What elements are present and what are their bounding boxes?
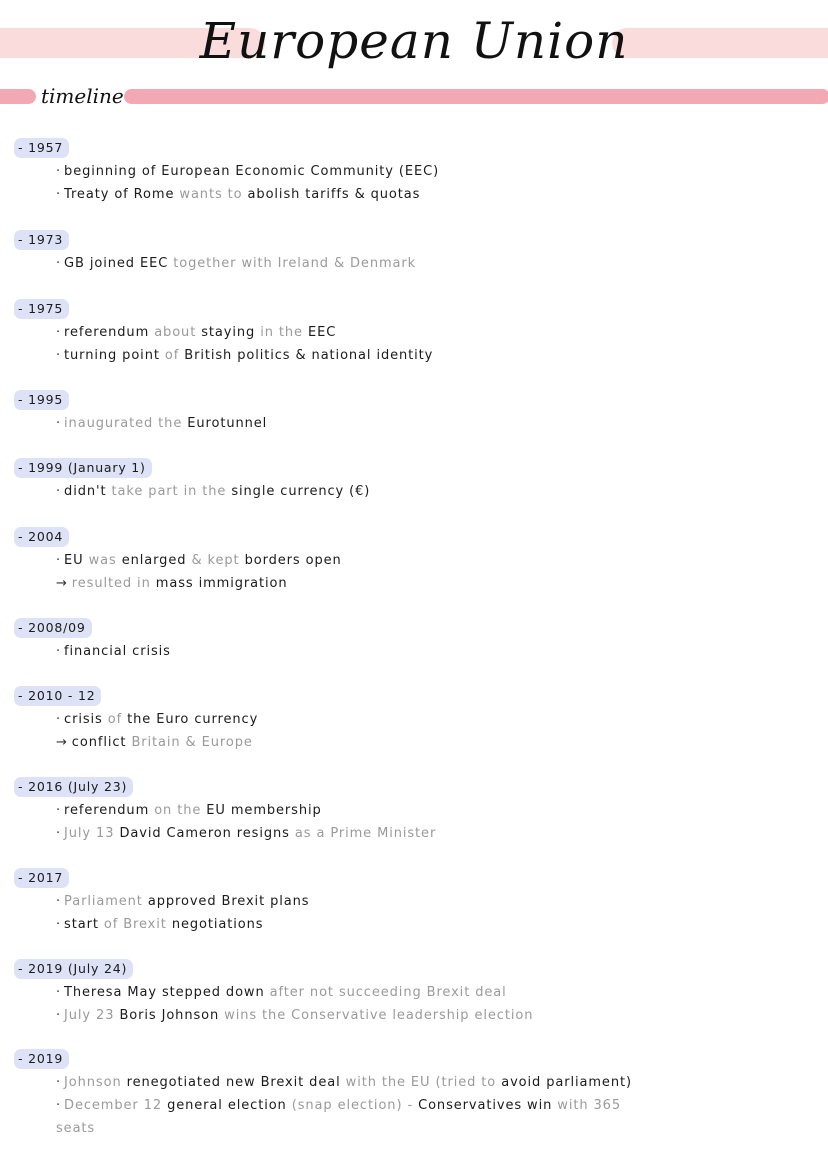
- bullet-icon: ·: [56, 894, 62, 909]
- event-text-emphasis: approved Brexit plans: [147, 894, 310, 909]
- event-line: [56, 823, 826, 845]
- year-badge: - 2017: [14, 868, 69, 888]
- event-text-emphasis: renegotiated new Brexit deal: [126, 1075, 341, 1090]
- event-text-emphasis: Treaty of Rome: [64, 187, 175, 202]
- event-text-muted: July 23: [64, 1008, 115, 1023]
- event-line: [56, 1118, 826, 1140]
- bullet-icon: ·: [56, 1075, 62, 1090]
- event-text-emphasis: EU: [64, 553, 84, 568]
- event-text-emphasis: Boris Johnson: [119, 1008, 220, 1023]
- event-text-muted: after not succeeding Brexit deal: [269, 985, 507, 1000]
- event-text-muted: as a Prime Minister: [294, 826, 437, 841]
- event-text-emphasis: avoid parliament): [501, 1075, 632, 1090]
- event-line: [56, 161, 826, 183]
- event-line: [56, 709, 826, 731]
- event-text-emphasis: referendum: [64, 325, 150, 340]
- event-line: [56, 550, 826, 572]
- event-line: [56, 982, 826, 1004]
- event-text-muted: inaugurated the: [64, 416, 183, 431]
- year-badge: - 2008/09: [14, 618, 92, 638]
- year-badge: - 2004: [14, 527, 69, 547]
- event-text-emphasis: negotiations: [171, 917, 264, 932]
- event-text-muted: take part in the: [111, 484, 227, 499]
- event-line: [56, 1005, 826, 1027]
- event-line: [56, 345, 826, 367]
- event-text-emphasis: mass immigration: [155, 576, 288, 591]
- event-text-muted: with the EU (tried to: [345, 1075, 497, 1090]
- event-text-emphasis: start: [64, 917, 99, 932]
- bullet-icon: ·: [56, 416, 62, 431]
- event-text-muted: seats: [56, 1121, 96, 1136]
- year-badge: - 1999 (January 1): [14, 458, 152, 478]
- event-line: [56, 891, 826, 913]
- event-text-muted: Parliament: [64, 894, 143, 909]
- bullet-icon: ·: [56, 1008, 62, 1023]
- bullet-icon: ·: [56, 256, 62, 271]
- event-text-emphasis: financial crisis: [64, 644, 171, 659]
- page-title: European Union: [199, 12, 629, 70]
- event-text-muted: wins the Conservative leadership election: [224, 1008, 534, 1023]
- event-text-muted: about: [154, 325, 197, 340]
- event-line: [56, 1072, 826, 1094]
- event-text-emphasis: David Cameron resigns: [119, 826, 290, 841]
- event-text-emphasis: general election: [167, 1098, 287, 1113]
- event-text-muted: in the: [260, 325, 303, 340]
- bullet-icon: ·: [56, 348, 62, 363]
- event-text-muted: (snap election) -: [291, 1098, 414, 1113]
- year-badge: - 1995: [14, 390, 69, 410]
- event-text-muted: Johnson: [64, 1075, 122, 1090]
- event-text-muted: of: [164, 348, 180, 363]
- bullet-icon: ·: [56, 1098, 62, 1113]
- event-text-emphasis: enlarged: [121, 553, 187, 568]
- event-text-muted: July 13: [64, 826, 115, 841]
- bullet-icon: ·: [56, 917, 62, 932]
- event-text-muted: Britain & Europe: [131, 735, 253, 750]
- event-text-emphasis: conflict: [71, 735, 127, 750]
- event-text-emphasis: Conservatives win: [418, 1098, 553, 1113]
- event-text-emphasis: didn't: [64, 484, 107, 499]
- bullet-icon: ·: [56, 985, 62, 1000]
- bullet-icon: ·: [56, 325, 62, 340]
- event-line: [56, 800, 826, 822]
- subtitle-highlight-right: [124, 89, 828, 104]
- year-badge: - 2019 (July 24): [14, 959, 133, 979]
- event-line: [56, 641, 826, 663]
- year-badge: - 1975: [14, 299, 69, 319]
- event-text-emphasis: staying: [201, 325, 256, 340]
- event-line: [56, 184, 826, 206]
- event-text-muted: was: [88, 553, 117, 568]
- bullet-icon: ·: [56, 644, 62, 659]
- event-text-muted: with 365: [557, 1098, 622, 1113]
- subtitle-highlight-left: [0, 89, 36, 104]
- event-text-emphasis: turning point: [64, 348, 160, 363]
- event-text-emphasis: the Euro currency: [127, 712, 259, 727]
- event-text-muted: of: [107, 712, 123, 727]
- bullet-icon: ·: [56, 484, 62, 499]
- bullet-icon: ·: [56, 187, 62, 202]
- event-text-muted: wants to: [179, 187, 243, 202]
- event-text-muted: resulted in: [71, 576, 151, 591]
- arrow-icon: →: [56, 735, 68, 750]
- year-badge: - 1957: [14, 138, 69, 158]
- year-badge: - 2016 (July 23): [14, 777, 133, 797]
- bullet-icon: ·: [56, 164, 62, 179]
- year-badge: - 2010 - 12: [14, 686, 101, 706]
- event-text-emphasis: British politics & national identity: [184, 348, 434, 363]
- event-text-emphasis: referendum: [64, 803, 150, 818]
- year-badge: - 2019: [14, 1049, 69, 1069]
- bullet-icon: ·: [56, 826, 62, 841]
- event-text-muted: & kept: [191, 553, 240, 568]
- event-text-emphasis: beginning of European Economic Community (EEC): [64, 164, 440, 179]
- arrow-icon: →: [56, 576, 68, 591]
- event-text-emphasis: EU membership: [206, 803, 322, 818]
- event-line: [56, 914, 826, 936]
- event-text-emphasis: crisis: [64, 712, 103, 727]
- event-line: [56, 573, 826, 595]
- page-subtitle: timeline: [41, 84, 124, 108]
- event-text-emphasis: single currency (€): [231, 484, 371, 499]
- bullet-icon: ·: [56, 803, 62, 818]
- event-line: [56, 253, 826, 275]
- event-line: [56, 1095, 826, 1117]
- event-text-emphasis: GB joined EEC: [64, 256, 169, 271]
- event-text-muted: of Brexit: [103, 917, 167, 932]
- bullet-icon: ·: [56, 712, 62, 727]
- event-text-emphasis: abolish tariffs & quotas: [247, 187, 421, 202]
- event-text-muted: December 12: [64, 1098, 163, 1113]
- event-line: [56, 481, 826, 503]
- event-line: [56, 732, 826, 754]
- event-text-muted: together with Ireland & Denmark: [173, 256, 417, 271]
- event-text-emphasis: EEC: [308, 325, 337, 340]
- event-text-muted: on the: [154, 803, 202, 818]
- event-text-emphasis: Eurotunnel: [187, 416, 268, 431]
- event-line: [56, 413, 826, 435]
- year-badge: - 1973: [14, 230, 69, 250]
- event-text-emphasis: Theresa May stepped down: [64, 985, 265, 1000]
- bullet-icon: ·: [56, 553, 62, 568]
- event-line: [56, 322, 826, 344]
- event-text-emphasis: borders open: [244, 553, 342, 568]
